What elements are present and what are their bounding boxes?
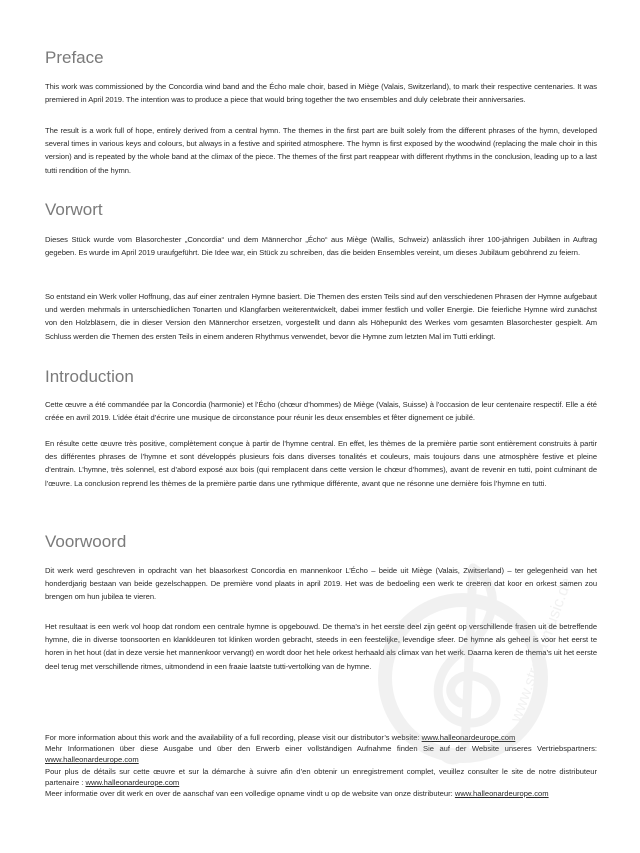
introduction-paragraph-2: En résulte cette œuvre très positive, complètement conçue à partir de l’hymne central. En effet, les thèmes de la première partie sont entièrement construits à partir des différentes phrases de l’hymne et sont développés plusieurs fois dans diverses tonalités et couleurs, mais toujours dans une atmosphère festive et pleine d’entrain. L’hymne, très solennel, est d’abord exposé aux bois (qui remplacent dans cette version le chœur d’hommes), avant de revenir en tutti, point culminant de l’œuvre. La conclusion reprend les thèmes de la première partie dans une rythmique différente, avant que ne résonne une dernière fois l’hymne en tutti. <box>45 439 597 488</box>
heading-preface: Preface <box>45 48 104 67</box>
heading-voorwoord: Voorwoord <box>45 532 127 551</box>
distributor-info-en: For more information about this work and the availability of a full recording, please visit our distributor’s website: www.halleonardeurope.com <box>45 733 516 742</box>
distributor-info-fr: Pour plus de détails sur cette œuvre et sur la démarche à suivre afin d’en obtenir un enregistrement complet, veuillez consulter le site de notre distributeur partenaire : www.halleonardeurope.com <box>45 766 597 787</box>
introduction-paragraph-1: Cette œuvre a été commandée par la Concordia (harmonie) et l’Écho (chœur d’hommes) de Miège (Valais, Suisse) à l’occasion de leur centenaire respectif. Elle a été créée en avril 2019. L’idée était d’écrire une musique de circonstance pour réunir les deux ensembles et fêter dignement ce jubilé. <box>45 400 597 423</box>
distributor-info-nl: Meer informatie over dit werk en over de aanschaf van een volledige opname vindt u op de website van onze distributeur: www.halleonardeurope.com <box>45 789 549 799</box>
preface-paragraph-2: The result is a work full of hope, entirely derived from a central hymn. The themes in the first part are built solely from the different phrases of the hymn, developed several times in various keys and colours, but always in a festive and spirited atmosphere. The hymn is first exposed by the woodwind (replacing the male choir in this version) and is repeated by the whole band at the climax of the piece. The themes of the first part reappear with different rhythms in the conclusion, leading up to a last tutti rendition of the hymn. <box>45 126 597 175</box>
watermark-text: www.stretta-music.de <box>507 575 576 725</box>
heading-introduction: Introduction <box>45 367 134 386</box>
voorwoord-paragraph-1: Dit werk werd geschreven in opdracht van het blaasorkest Concordia en mannenkoor L’Écho – beide uit Miège (Valais, Zwitserland) – ter gelegenheid van het honderdjarig bestaan van beide gezelschappen. De première vond plaats in april 2019. Het was de bedoeling een werk te creëren dat koor en orkest samen zou brengen om hun jubilea te vieren. <box>45 566 597 602</box>
vorwort-paragraph-2: So entstand ein Werk voller Hoffnung, das auf einer zentralen Hymne basiert. Die Themen des ersten Teils sind auf den verschiedenen Phrasen der Hymne aufgebaut und werden mehrmals in unterschiedlichen Tonarten und Klangfarben weiterentwickelt, dabei immer festlich und voller Energie. Die feierliche Hymne wird zunächst von den Holzbläsern, die in dieser Version den Männerchor ersetzen, vorgestellt und dann als Höhepunkt des Werkes vom gesamten Blasorchester gespielt. Am Schluss werden die Themen des ersten Teils in einem anderen Rhythmus verwendet, bevor die Hymne zum letzten Mal im Tutti erklingt. <box>45 292 597 341</box>
vorwort-paragraph-1: Dieses Stück wurde vom Blasorchester „Concordia“ und dem Männerchor „Écho“ aus Miège (Wallis, Schweiz) anlässlich ihrer 100-jährigen Jubiläen in Auftrag gegeben. Es wurde im April 2019 uraufgeführt. Die Idee war, ein Stück zu schreiben, das die beiden Ensembles vereint, um dieses Jubiläum gebührend zu feiern. <box>45 235 597 258</box>
voorwoord-paragraph-2: Het resultaat is een werk vol hoop dat rondom een centrale hymne is opgebouwd. De thema’s in het eerste deel zijn geënt op verschillende frasen uit de betreffende hymne, die in diverse toonsoorten en klankkleuren tot klinken worden gebracht, steeds in een feestelijke, levendige sfeer. De hymne als geheel is voor het eerst te horen in het hout (dat in deze versie het mannenkoor vervangt) en wordt door het hele orkest herhaald als climax van het werk. Daarna keren de thema’s uit het eerste deel terug met verschillende ritmes, uitmondend in een fraaie laatste tutti-vertolking van de hymne. <box>45 622 597 671</box>
distributor-info-de: Mehr Informationen über diese Ausgabe und über den Erwerb einer vollständigen Aufnahme finden Sie auf der Website unseres Vertriebspartners: www.halleonardeurope.com <box>45 744 597 765</box>
distributor-link-de[interactable]: www.halleonardeurope.com <box>45 755 139 765</box>
distributor-info <box>45 732 597 799</box>
distributor-link-fr[interactable]: www.halleonardeurope.com <box>85 777 180 787</box>
distributor-link-en[interactable]: www.halleonardeurope.com <box>421 733 516 742</box>
distributor-link-nl[interactable]: www.halleonardeurope.com <box>454 789 549 799</box>
heading-vorwort: Vorwort <box>45 200 103 219</box>
preface-paragraph-1: This work was commissioned by the Concordia wind band and the Écho male choir, based in Miège (Valais, Switzerland), to mark their respective centenaries. It was premiered in April 2019. The intention was to produce a piece that would bring together the two ensembles and duly celebrate their anniversaries. <box>45 82 597 105</box>
